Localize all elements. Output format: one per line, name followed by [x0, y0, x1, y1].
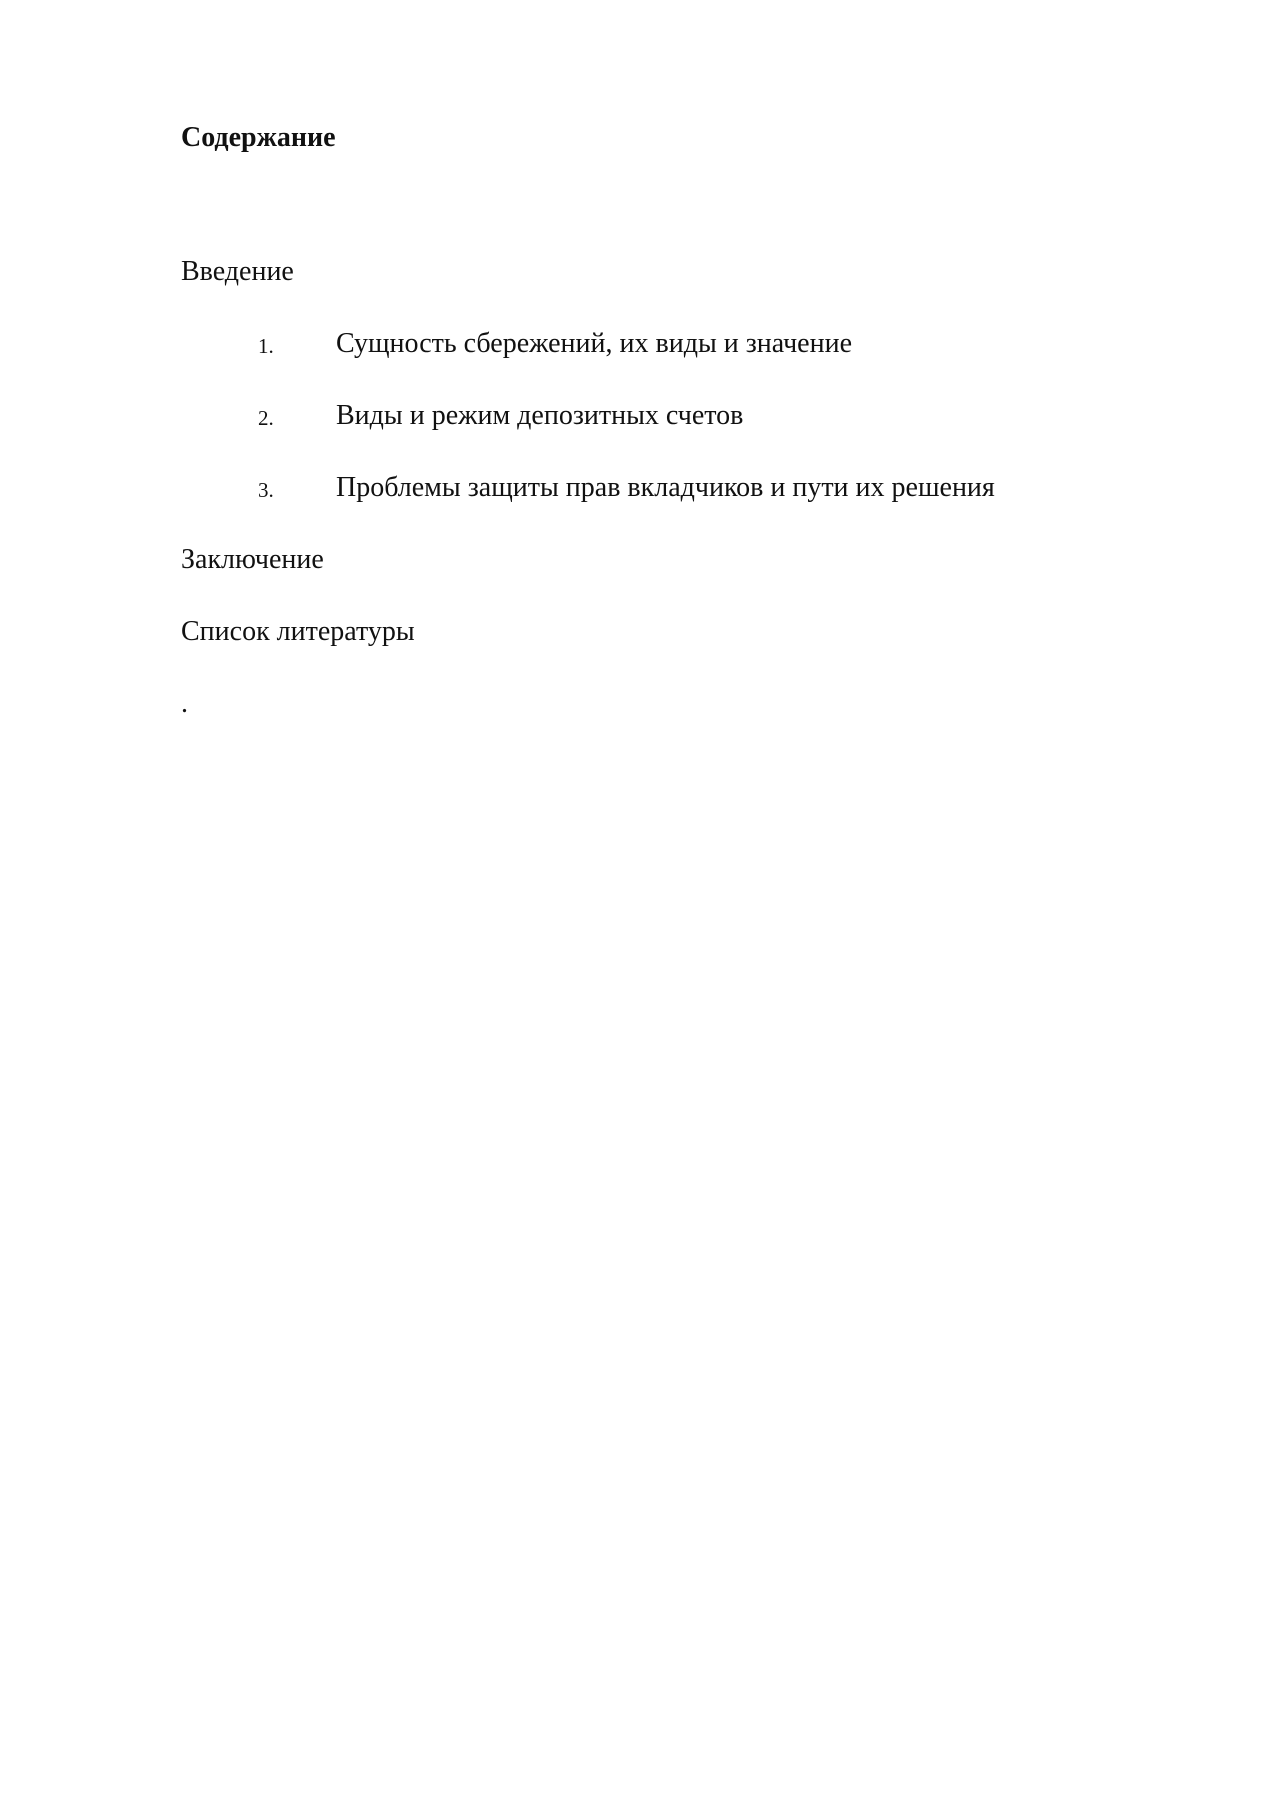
page-title: Содержание: [181, 122, 336, 153]
toc-chapter-text: Проблемы защиты прав вкладчиков и пути их решения: [336, 472, 995, 503]
toc-entry-conclusion: Заключение: [181, 544, 324, 575]
toc-chapter-text: Виды и режим депозитных счетов: [336, 400, 744, 431]
toc-chapter-text: Сущность сбережений, их виды и значение: [336, 328, 853, 359]
trailing-period: .: [181, 688, 188, 719]
toc-chapter-number: 1.: [258, 334, 274, 358]
toc-chapter-number: 3.: [258, 478, 274, 502]
toc-entry-references: Список литературы: [181, 616, 415, 647]
toc-entry-introduction: Введение: [181, 256, 294, 287]
toc-chapter-number: 2.: [258, 406, 274, 430]
